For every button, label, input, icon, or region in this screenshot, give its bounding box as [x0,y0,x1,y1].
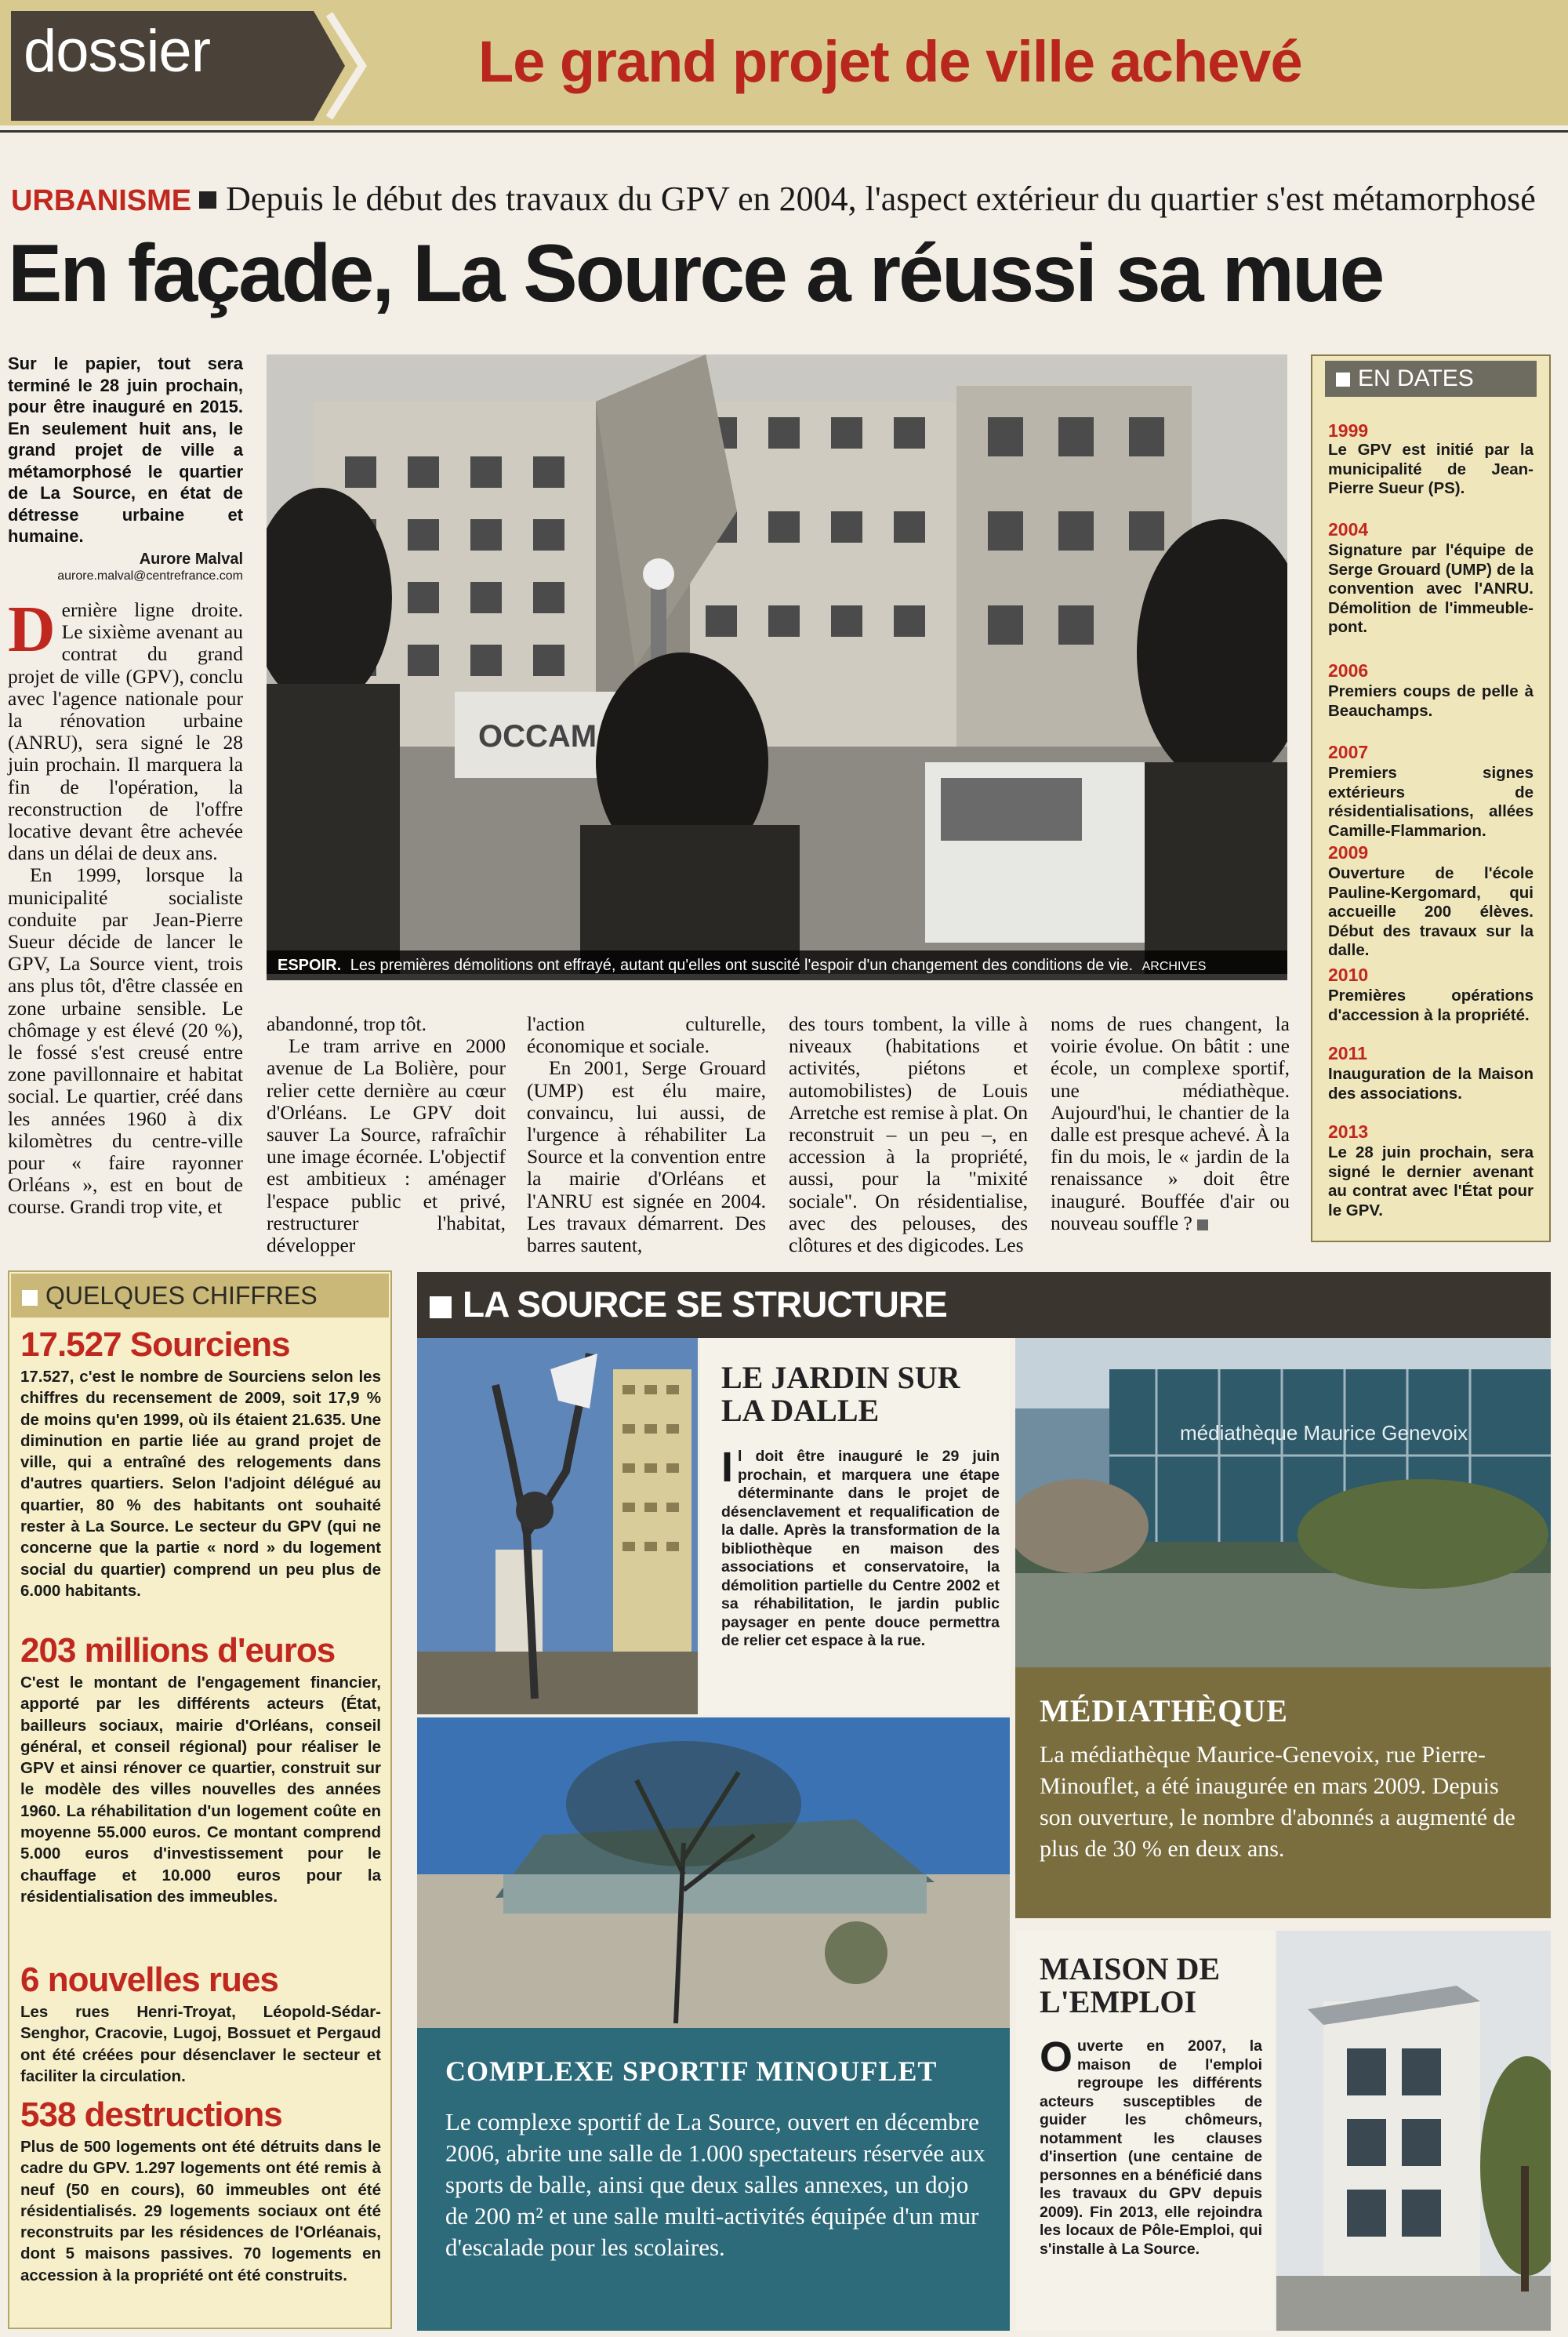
header-title: Le grand projet de ville achevé [478,29,1302,94]
sport-title: COMPLEXE SPORTIF MINOUFLET [445,2055,938,2087]
article-paragraph: noms de rues changent, la voirie évolue. On bâtit : une école, un complexe sportif, une médiathèque. Aujourd'hui, le chantier de la dalle est presque achevé. À la fin du mois, le « jardin de la renaissance » doit être inauguré. Bouffée d'air ou nouveau souffle ? [1051,1012,1290,1234]
date-year: 2006 [1328,660,1369,681]
dropcap: O [1040,2034,1073,2081]
caption-text: Les premières démolitions ont effrayé, autant qu'elles ont suscité l'espoir d'un changement des conditions de vie. [350,957,1134,974]
article-column-5 [1051,1013,1290,1234]
date-text: Signature par l'équipe de Serge Grouard (UMP) de la convention avec l'ANRU. Démolition de l'immeuble-pont. [1328,541,1534,636]
kicker-square-icon [199,191,216,209]
article-paragraph: l'action culturelle, économique et sociale. [527,1012,766,1058]
date-text: Ouverture de l'école Pauline-Kergomard, qui accueille 200 élèves. Début des travaux sur la dalle. [1328,864,1534,959]
dates-title: EN DATES [1358,365,1474,391]
article-column-2 [267,1013,506,1256]
square-icon [22,1290,38,1306]
article-paragraph: des tours tombent, la ville à niveaux (habitations et activités, piétons et automobilistes) de Louis Arretche est remise à plat. On reconstruit – un peu –, en accession à la propriété, aussi, pour la "mixité sociale". On résidentialise, avec des pelouses, des clôtures et des digicodes. Les [789,1012,1028,1257]
date-text: Inauguration de la Maison des associations. [1328,1065,1534,1103]
figure-headline: 203 millions d'euros [20,1631,336,1670]
article-paragraph: abandonné, trop tôt. [267,1012,426,1035]
article-paragraph: Le tram arrive en 2000 avenue de La Bolière, pour relier cette dernière au cœur d'Orléans. Le GPV doit sauver La Source, rafraîchir une image écornée. L'objectif est ambitieux : aménager l'espace public et privé, restructurer l'habitat, développer [267,1034,506,1257]
demolition-photo [267,354,1287,974]
dates-heading [1325,361,1537,397]
date-text: Le 28 juin prochain, sera signé le dernier avenant au contrat avec l'État pour le GPV. [1328,1143,1534,1219]
caption-credit: ARCHIVES [1142,960,1207,973]
caption-tag: ESPOIR. [278,957,342,974]
structure-title [430,1283,947,1325]
date-year: 2011 [1328,1043,1367,1063]
article-column-1 [8,593,243,1219]
date-year: 2010 [1328,965,1369,985]
occam-sign: OCCAM [478,719,597,754]
emploi-title: MAISON DE L'EMPLOI [1040,1951,1221,2019]
article-paragraph: ernière ligne droite. Le sixième avenant au contrat du grand projet de ville (GPV), conclu avec l'agence nationale pour la rénovation urbaine (ANRU), sera signé le 28 juin prochain. Il marquera la fin de l'opération, la reconstruction de l'offre locative devant être achevée dans un délai de deux ans. [8,598,243,865]
sport-complex-photo [417,1717,1010,2028]
article-column-4 [789,1013,1028,1256]
figure-text: C'est le montant de l'engagement financier, apporté par les différents acteurs (État, bailleurs sociaux, mairie d'Orléans, conseil général, et conseil régional) pour réaliser le GPV et ainsi rénover ce quartier, construit sur le modèle des villes nouvelles des années 1960. La réhabilitation d'un logement coûte en moyenne 55.000 euros. Ce montant comprend 5.000 euros d'investissement pour le chauffage et 10.000 euros pour la résidentialisation des immeubles. [20,1674,381,1906]
headline: En façade, La Source a réussi sa mue [8,228,1383,319]
jardin-body: l doit être inauguré le 29 juin prochain, et marquera une étape déterminante dans le projet de désenclavement et requalification de la dalle. Après la transformation de la bibliothèque en maison des associations et conservatoire, la démolition partielle du Centre 2002 et sa réhabilitation, le jardin public paysager en pente douce permettra de relier cet espace à la rue. [721,1448,1000,1649]
section-label: dossier [24,18,210,85]
article-paragraph: En 2001, Serge Grouard (UMP) est élu maire, convaincu, lui aussi, de l'urgence à réhabiliter La Source et la convention entre la mairie d'Orléans et l'ANRU est signée en 2004. Les travaux démarrent. Des barres sautent, [527,1056,766,1257]
header-rule [0,130,1568,133]
structure-title-text: LA SOURCE SE STRUCTURE [463,1284,947,1325]
mediatheque-text: La médiathèque Maurice-Genevoix, rue Pierre-Minouflet, a été inaugurée en mars 2009. Depuis son ouverture, le nombre d'abonnés a augmenté de plus de 30 % en deux ans. [1040,1742,1515,1862]
sculpture-photo [417,1338,698,1714]
article-column-3 [527,1013,766,1256]
date-text: Premiers coups de pelle à Beauchamps. [1328,682,1534,720]
figures-heading [11,1274,389,1318]
jardin-title: LE JARDIN SUR LA DALLE [721,1360,960,1428]
kicker-text: Depuis le début des travaux du GPV en 2004, l'aspect extérieur du quartier s'est métamorphosé [226,180,1536,218]
sport-text: Le complexe sportif de La Source, ouvert en décembre 2006, abrite une salle de 1.000 spectateurs réservée aux sports de balle, ainsi que deux salles annexes, un dojo de 200 m² et une salle multi-activités équipée d'un mur d'escalade pour les scolaires. [445,2108,985,2261]
date-text: Premiers signes extérieurs de résidentialisations, allées Camille-Flammarion. [1328,764,1534,840]
photo-caption [267,950,1287,980]
date-year: 2007 [1328,742,1369,762]
dropcap: D [8,593,56,666]
figure-headline: 6 nouvelles rues [20,1961,278,1999]
date-year: 2013 [1328,1121,1369,1142]
byline-author: Aurore Malval [139,551,243,568]
standfirst: Sur le papier, tout sera terminé le 28 juin prochain, pour être inauguré en 2015. En seulement huit ans, le grand projet de ville a métamorphosé le quartier de La Source, en état de détresse urbaine et humaine. [8,354,243,546]
figure-text: Plus de 500 logements ont été détruits dans le cadre du GPV. 1.297 logements ont été remis à neuf (50 en cours), 60 immeubles ont été résidentialisés. 29 logements sociaux ont été reconstruits par les résidences de l'Orléanais, dont 5 maisons passives. 70 logements en accession à la propriété ont été construits. [20,2138,381,2284]
kicker-tag: URBANISME [11,184,192,217]
figures-title: QUELQUES CHIFFRES [45,1281,318,1310]
byline-email: aurore.malval@centrefrance.com [57,569,243,583]
end-mark-icon [1197,1219,1208,1230]
figure-headline: 17.527 Sourciens [20,1325,290,1364]
article-paragraph: En 1999, lorsque la municipalité socialiste conduite par Jean-Pierre Sueur décide de lancer le GPV, La Source vient, trois ans plus tôt, d'être classée en zone urbaine sensible. Le chômage y est élevé (20 %), le fossé s'est creusé entre zone pavillonnaire et habitat social. Le quartier, créé dans les années 1960 à dix kilomètres du centre-ville pour « faire rayonner Orléans », est en bout de course. Grandi trop vite, et [8,863,243,1219]
mediatheque-photo [1015,1338,1551,1667]
emploi-body: uverte en 2007, la maison de l'emploi regroupe les différents acteurs susceptibles de guider les chômeurs, notamment les clauses d'insertion (une centaine de personnes en a bénéficié dans les travaux du GPV depuis 2009). Fin 2013, elle rejoindra les locaux de Pôle-Emploi, qui s'installe à La Source. [1040,2037,1262,2258]
figure-headline: 538 destructions [20,2095,282,2134]
square-icon [1336,373,1350,387]
kicker [11,179,1536,219]
mediatheque-title: MÉDIATHÈQUE [1040,1693,1288,1728]
mediatheque-sign: médiathèque Maurice Genevoix [1180,1421,1468,1445]
jardin-text [721,1444,1000,1651]
date-text: Premières opérations d'accession à la propriété. [1328,987,1534,1024]
date-year: 2009 [1328,842,1369,863]
date-text: Le GPV est initié par la municipalité de Jean-Pierre Sueur (PS). [1328,441,1534,497]
date-year: 2004 [1328,519,1369,540]
figure-text: Les rues Henri-Troyat, Léopold-Sédar-Senghor, Cracovie, Lugoj, Bossuet et Pergaud ont été créées pour désenclaver le secteur et faciliter la circulation. [20,2003,381,2085]
emploi-text [1040,2034,1262,2259]
emploi-photo [1276,1931,1551,2331]
square-icon [430,1296,452,1318]
figure-text: 17.527, c'est le nombre de Sourciens selon les chiffres du recensement de 2009, soit 17,9 % de moins qu'en 1999, où ils étaient 21.635. Une diminution en partie liée au grand projet de ville, qui a entraîné des relogements dans d'autres quartiers. Selon l'adjoint délégué au quartier, 80 % des habitants ont souhaité rester à La Source. Le secteur du GPV (qui ne concerne que la partie « nord » du logement social du quartier) comprend un peu plus de 6.000 habitants. [20,1368,381,1600]
dropcap: I [721,1444,734,1491]
date-year: 1999 [1328,420,1369,441]
